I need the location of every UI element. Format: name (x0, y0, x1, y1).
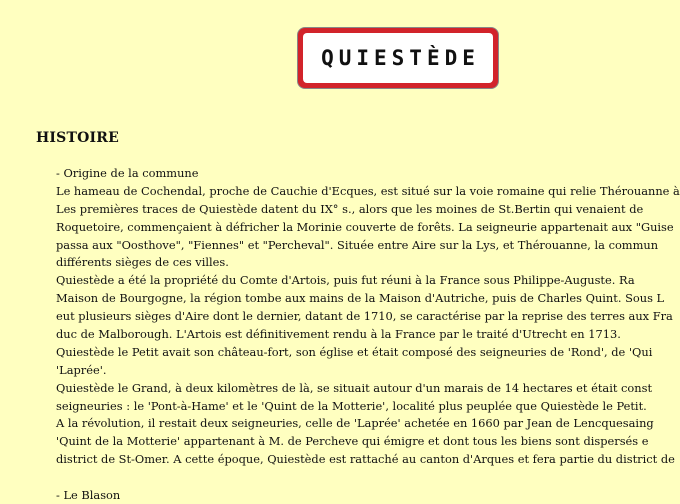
text-line: eut plusieurs sièges d'Aire dont le dernier, datant de 1710, se caractérise par la reprise des terres aux Fra (56, 309, 673, 324)
text-line: Quiestède le Grand, à deux kilomètres de là, se situait autour d'un marais de 14 hectares et était const (56, 380, 653, 395)
text-line: Roquetoire, commençaient à défricher la Morinie couverte de forêts. La seigneurie appartenait aux "Guise (56, 219, 674, 234)
text-line: duc de Malborough. L'Artois est définitivement rendu à la France par le traité d'Utrecht en 1713. (56, 327, 621, 342)
text-line: Les premières traces de Quiestède datent du IX° s., alors que les moines de St.Bertin qui venaient de (56, 201, 644, 216)
text-line: passa aux "Oosthove", "Fiennes" et "Percheval". Située entre Aire sur la Lys, et Thérouanne, la commun (56, 237, 659, 252)
history-text (56, 165, 680, 504)
text-line: 'Laprée'. (56, 362, 107, 377)
text-line: Maison de Bourgogne, la région tombe aux mains de la Maison d'Autriche, puis de Charles Quint. Sous L (56, 291, 665, 306)
text-line: A la révolution, il restait deux seigneuries, celle de 'Laprée' achetée en 1660 par Jean de Lencquesaing (56, 416, 654, 431)
text-line: différents sièges de ces villes. (56, 255, 229, 270)
text-line: district de St-Omer. A cette époque, Quiestède est rattaché au canton d'Arques et fera partie du district de (56, 452, 675, 467)
text-line: seigneuries : le 'Pont-à-Hame' et le 'Quint de la Motterie', localité plus peuplée que Quiestède le Petit. (56, 398, 647, 413)
section-title: HISTOIRE (36, 130, 119, 146)
paragraph-spacer (56, 469, 680, 487)
town-sign-panel (303, 33, 493, 83)
text-line: Quiestède le Petit avait son château-fort, son église et était composé des seigneuries de 'Rond', de 'Qui (56, 344, 653, 359)
text-line: Quiestède a été la propriété du Comte d'Artois, puis fut réuni à la France sous Philippe-Auguste. Ra (56, 273, 635, 288)
town-sign-text: QUIESTÈDE (321, 46, 480, 70)
text-line: 'Quint de la Motterie' appartenant à M. de Percheve qui émigre et dont tous les biens sont dispersés e (56, 434, 649, 449)
text-line: - Origine de la commune (56, 166, 199, 180)
town-sign (298, 28, 498, 88)
text-line: Le hameau de Cochendal, proche de Cauchie d'Ecques, est situé sur la voie romaine qui relie Thérouanne à (56, 183, 680, 198)
subsection-heading: - Le Blason (56, 488, 121, 503)
